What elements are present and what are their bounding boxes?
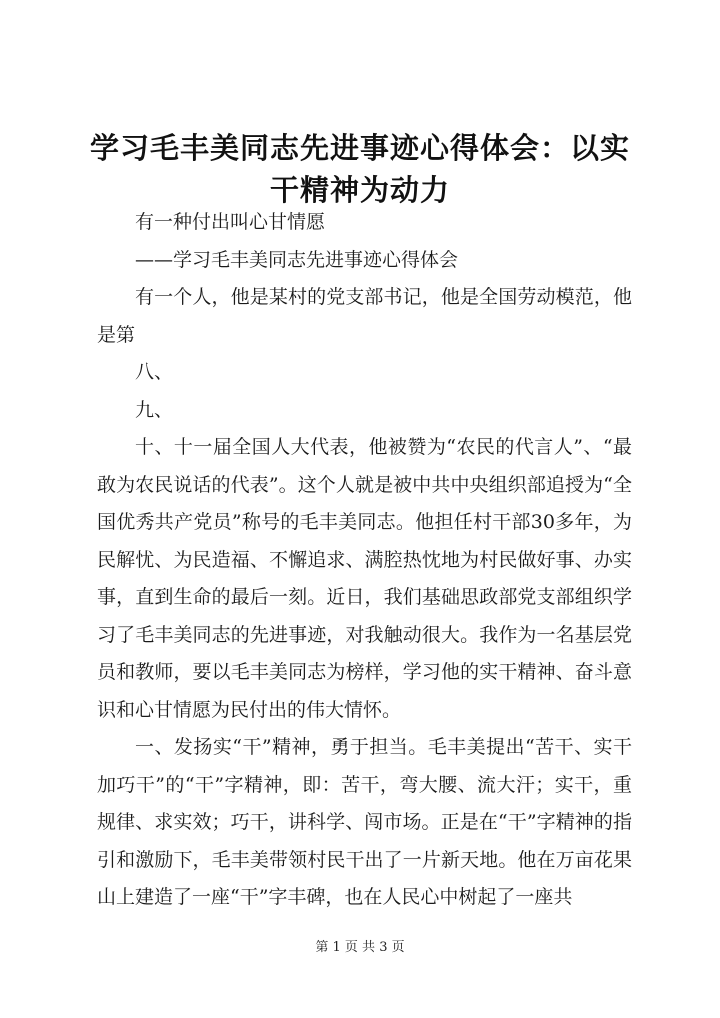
paragraph-intro: 有一个人，他是某村的党支部书记，他是全国劳动模范，他是第	[97, 286, 632, 346]
paragraph-subtitle: 有一种付出叫心甘情愿	[135, 211, 326, 233]
page-number-footer: 第 1 页 共 3 页	[315, 940, 405, 955]
paragraph-nine: 九、	[135, 398, 174, 421]
paragraph-eight: 八、	[135, 361, 174, 383]
document-body	[97, 204, 632, 917]
paragraph-subtitle-dash: ——学习毛丰美同志先进事迹心得体会	[135, 248, 459, 271]
paragraph-main: 十、十一届全国人大代表，他被赞为“农民的代言人”、“最敢为农民说话的代表”。这个人就是被中共中央组织部追授为“全国优秀共产党员”称号的毛丰美同志。他担任村干部30多年，为民解忧、为民造福、不懈追求、满腔热忱地为村民做好事、办实事，直到生命的最后一刻。近日，我们基础思政部党支部组织学习了毛丰美同志的先进事迹，对我触动很大。我作为一名基层党员和教师，要以毛丰美同志为榜样，学习他的实干精神、奋斗意识和心甘情愿为民付出的伟大情怀。	[97, 436, 632, 721]
document-title: 学习毛丰美同志先进事迹心得体会：以实干精神为动力	[90, 131, 631, 207]
paragraph-section-one: 一、发扬实“干”精神，勇于担当。毛丰美提出“苦干、实干加巧干”的“干”字精神，即：苦干，弯大腰、流大汗；实干，重规律、求实效；巧干，讲科学、闯市场。正是在“干”字精神的指引和激励下，毛丰美带领村民干出了一片新天地。他在万亩花果山上建造了一座“干”字丰碑，也在人民心中树起了一座共	[97, 736, 632, 908]
